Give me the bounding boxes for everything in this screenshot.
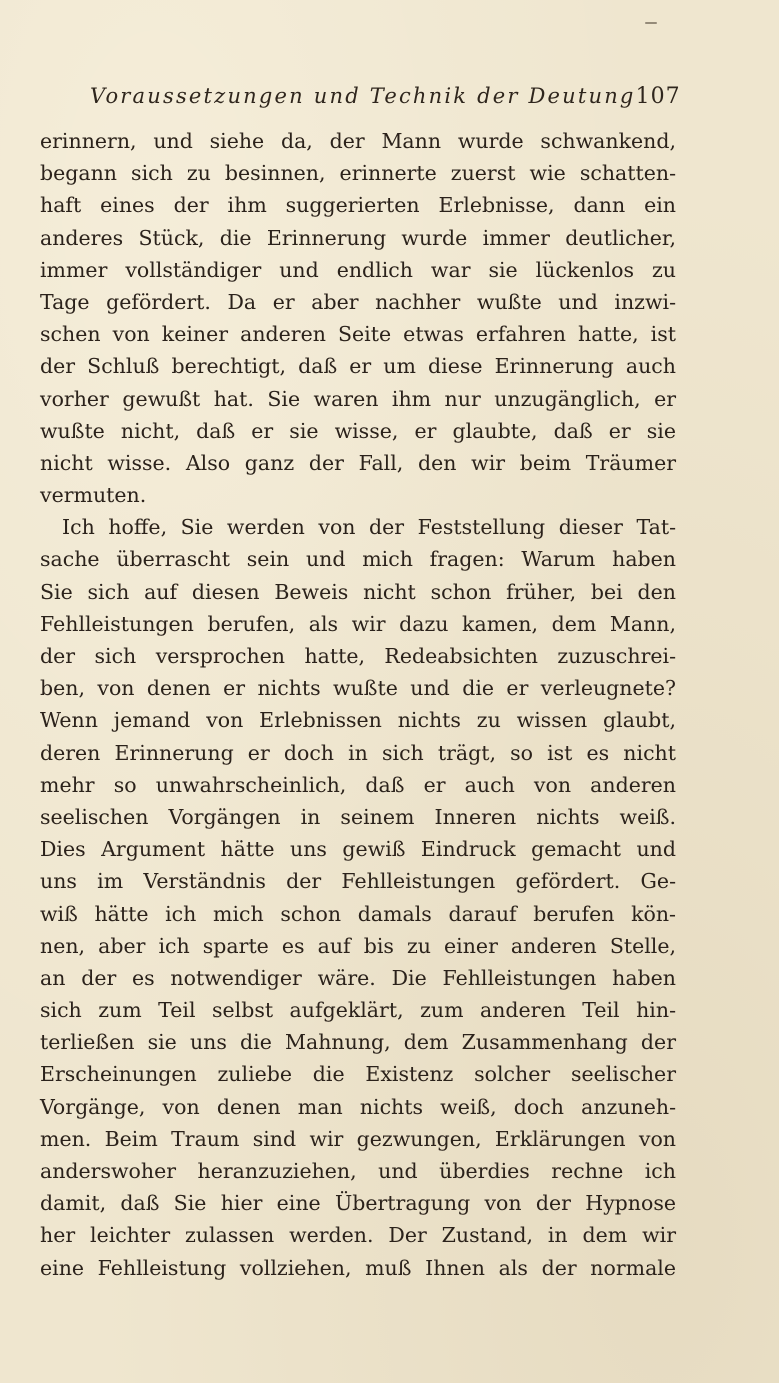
page-number: 107 <box>635 84 681 109</box>
text-line: terließen sie uns die Mahnung, dem Zusammenhang der <box>40 1030 676 1055</box>
text-line: anderswoher heranzuziehen, und überdies rechne ich <box>40 1159 676 1183</box>
text-line: erinnern, und siehe da, der Mann wurde schwankend, <box>40 129 676 153</box>
text-line: Erscheinungen zuliebe die Existenz solcher seelischer <box>40 1062 676 1087</box>
text-line: her leichter zulassen werden. Der Zustand, in dem wir <box>40 1223 676 1248</box>
text-line: anderes Stück, die Erinnerung wurde immer deutlicher, <box>40 225 676 250</box>
paragraph-start-line: Ich hoffe, Sie werden von der Feststellung dieser Tat- <box>62 515 676 540</box>
text-line: deren Erinnerung er doch in sich trägt, so ist es nicht <box>40 740 676 765</box>
text-line: men. Beim Traum sind wir gezwungen, Erklärungen von <box>40 1126 676 1151</box>
text-line: schen von keiner anderen Seite etwas erfahren hatte, ist <box>40 322 676 347</box>
text-line: der Schluß berechtigt, daß er um diese Erinnerung auch <box>40 354 676 379</box>
text-line: sache überrascht sein und mich fragen: Warum haben <box>40 547 676 572</box>
text-line: seelischen Vorgängen in seinem Inneren nichts weiß. <box>40 804 676 829</box>
text-line: Vorgänge, von denen man nichts weiß, doch anzuneh- <box>40 1094 676 1119</box>
paragraph-end-line: vermuten. <box>40 483 147 508</box>
text-line: mehr so unwahrscheinlich, daß er auch von anderen <box>40 772 676 797</box>
text-line: wiß hätte ich mich schon damals darauf berufen kön- <box>40 901 676 926</box>
text-line: begann sich zu besinnen, erinnerte zuerst wie schatten- <box>40 161 676 186</box>
text-line: damit, daß Sie hier eine Übertragung von der Hypnose <box>40 1191 676 1216</box>
text-line: nicht wisse. Also ganz der Fall, den wir beim Träumer <box>40 450 676 475</box>
text-line: immer vollständiger und endlich war sie lückenlos zu <box>40 257 676 282</box>
text-line: Wenn jemand von Erlebnissen nichts zu wissen glaubt, <box>40 708 676 733</box>
text-line: vorher gewußt hat. Sie waren ihm nur unzugänglich, er <box>40 386 676 411</box>
running-head <box>40 84 681 116</box>
text-line: der sich versprochen hatte, Redeabsichten zuzuschrei- <box>40 644 676 668</box>
text-line: Tage gefördert. Da er aber nachher wußte und inzwi- <box>40 289 676 314</box>
text-line: nen, aber ich sparte es auf bis zu einer anderen Stelle, <box>40 933 676 958</box>
text-line: eine Fehlleistung vollziehen, muß Ihnen als der normale <box>40 1255 676 1280</box>
running-title: Voraussetzungen und Technik der Deutung <box>90 84 636 108</box>
text-line: haft eines der ihm suggerierten Erlebnisse, dann ein <box>40 193 676 218</box>
ink-speck <box>645 22 657 24</box>
text-line: Fehlleistungen berufen, als wir dazu kamen, dem Mann, <box>40 611 676 636</box>
text-line: uns im Verständnis der Fehlleistungen gefördert. Ge- <box>40 869 676 894</box>
body-text <box>40 125 676 1284</box>
text-line: wußte nicht, daß er sie wisse, er glaubte, daß er sie <box>40 418 676 443</box>
text-line: Dies Argument hätte uns gewiß Eindruck gemacht und <box>40 837 676 862</box>
text-line: an der es notwendiger wäre. Die Fehlleistungen haben <box>40 965 676 990</box>
text-line: ben, von denen er nichts wußte und die er verleugnete? <box>40 676 676 701</box>
text-line: Sie sich auf diesen Beweis nicht schon früher, bei den <box>40 579 676 604</box>
text-line: sich zum Teil selbst aufgeklärt, zum anderen Teil hin- <box>40 998 676 1023</box>
